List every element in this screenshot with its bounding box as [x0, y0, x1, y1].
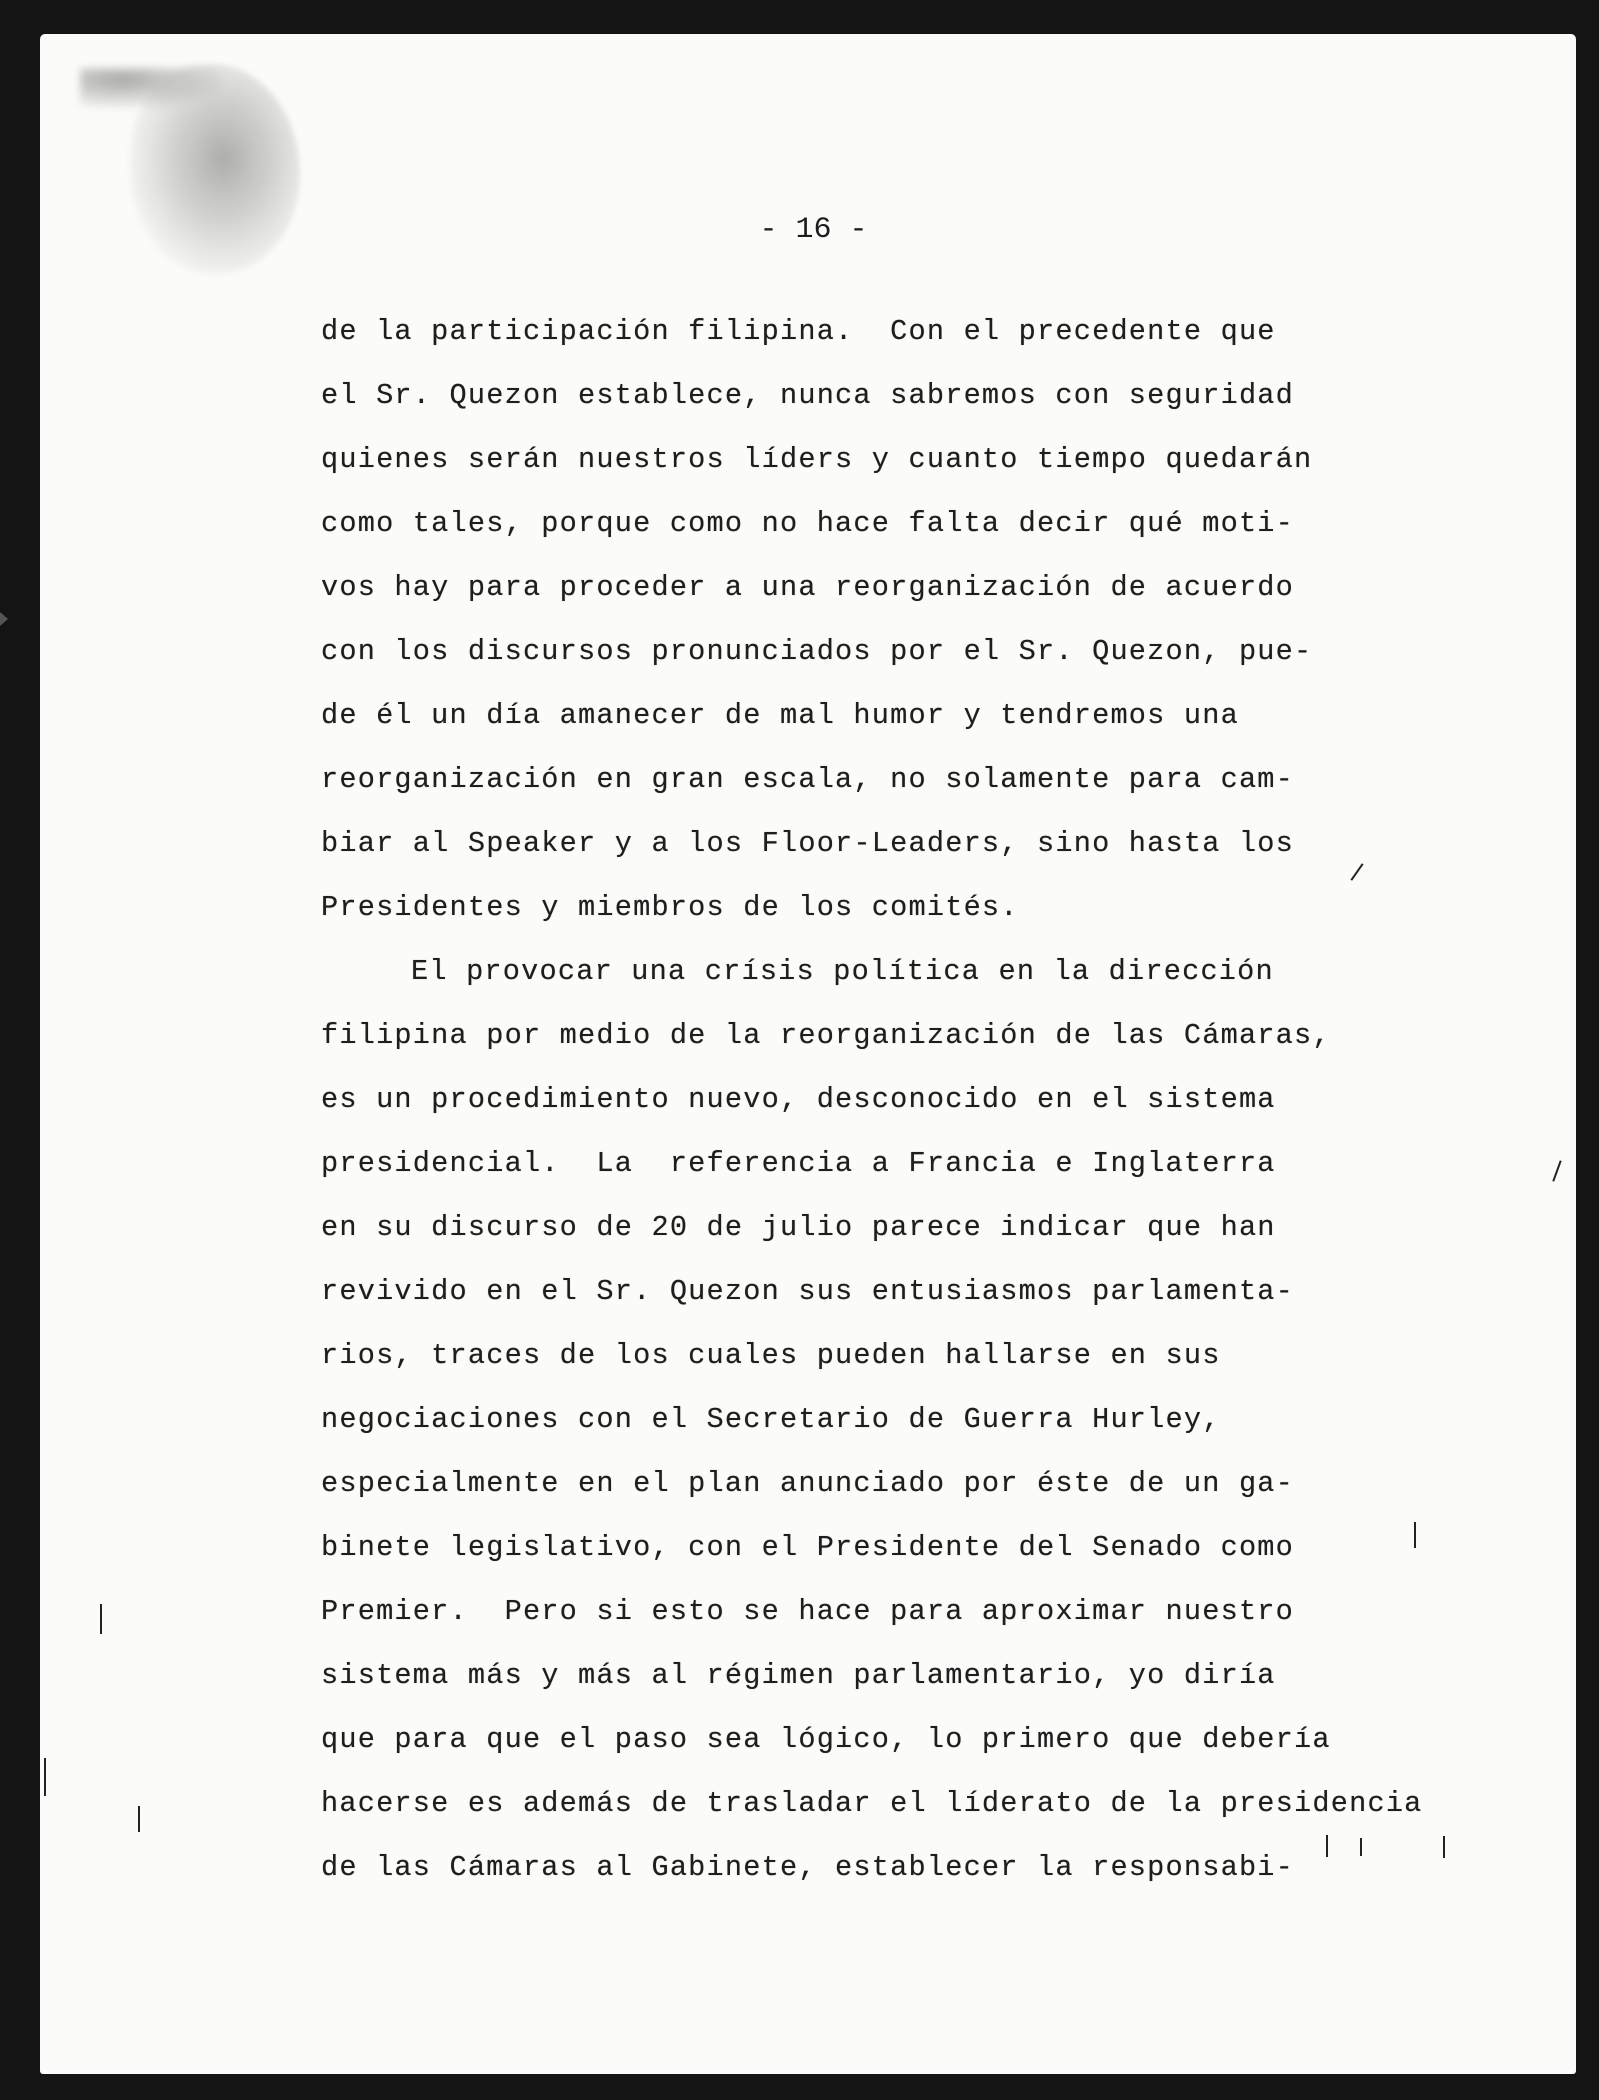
- margin-mark: [1414, 1522, 1416, 1548]
- text-line: de la participación filipina. Con el precedente que: [321, 315, 1276, 348]
- page-number: - 16 -: [759, 213, 868, 247]
- document-body: [321, 300, 1481, 1900]
- margin-mark: [100, 1604, 102, 1634]
- text-line: hacerse es además de trasladar el líderato de la presidencia: [321, 1787, 1423, 1820]
- text-line: reorganización en gran escala, no solamente para cam-: [321, 763, 1295, 796]
- text-line: binete legislativo, con el Presidente del Senado como: [321, 1531, 1295, 1564]
- margin-mark: [1326, 1835, 1328, 1857]
- margin-mark: [44, 1758, 46, 1796]
- text-line: revivido en el Sr. Quezon sus entusiasmos parlamenta-: [321, 1275, 1295, 1308]
- margin-mark: [1443, 1836, 1445, 1858]
- text-line: Presidentes y miembros de los comités.: [321, 891, 1019, 924]
- text-line: sistema más y más al régimen parlamentario, yo diría: [321, 1659, 1276, 1692]
- text-line: como tales, porque como no hace falta decir qué moti-: [321, 507, 1295, 540]
- edge-mark: [0, 612, 8, 626]
- text-line: de las Cámaras al Gabinete, establecer la responsabi-: [321, 1851, 1295, 1884]
- text-line: presidencial. La referencia a Francia e Inglaterra: [321, 1147, 1276, 1180]
- text-line: quienes serán nuestros líders y cuanto tiempo quedarán: [321, 443, 1313, 476]
- margin-mark: [1360, 1838, 1362, 1856]
- text-line: de él un día amanecer de mal humor y tendremos una: [321, 699, 1239, 732]
- text-line: rios, traces de los cuales pueden hallarse en sus: [321, 1339, 1221, 1372]
- text-line: con los discursos pronunciados por el Sr. Quezon, pue-: [321, 635, 1313, 668]
- text-line: biar al Speaker y a los Floor-Leaders, sino hasta los: [321, 827, 1295, 860]
- text-line: Premier. Pero si esto se hace para aproximar nuestro: [321, 1595, 1295, 1628]
- text-line: vos hay para proceder a una reorganización de acuerdo: [321, 571, 1295, 604]
- text-line: negociaciones con el Secretario de Guerra Hurley,: [321, 1403, 1221, 1436]
- text-line: filipina por medio de la reorganización de las Cámaras,: [321, 1019, 1331, 1052]
- text-line: El provocar una crísis política en la dirección: [411, 955, 1274, 988]
- text-line: el Sr. Quezon establece, nunca sabremos con seguridad: [321, 379, 1295, 412]
- margin-mark: [138, 1806, 140, 1832]
- text-line: en su discurso de 20 de julio parece indicar que han: [321, 1211, 1276, 1244]
- text-line: especialmente en el plan anunciado por éste de un ga-: [321, 1467, 1295, 1500]
- text-line: es un procedimiento nuevo, desconocido en el sistema: [321, 1083, 1276, 1116]
- text-line: que para que el paso sea lógico, lo primero que debería: [321, 1723, 1331, 1756]
